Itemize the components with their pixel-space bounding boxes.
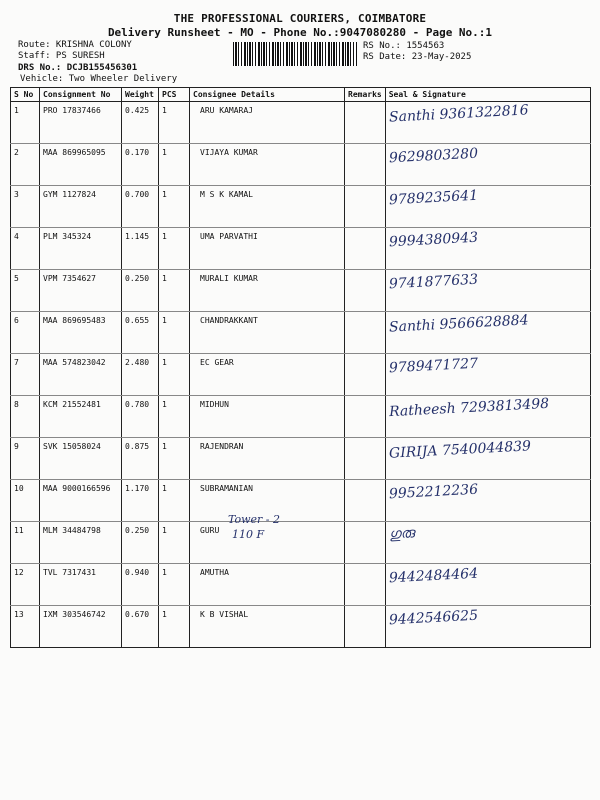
signature-cell [385, 564, 590, 606]
sno-cell: 9 [11, 438, 40, 480]
remarks-cell [345, 522, 386, 564]
sno-cell: 3 [11, 186, 40, 228]
consignee-cell: AMUTHA [190, 564, 345, 606]
handwritten-signature: 9442484464 [388, 565, 479, 587]
table-header-row [11, 88, 591, 102]
note-line-1: Tower - 2 [228, 513, 280, 526]
sno-cell: 1 [11, 102, 40, 144]
col-signature: Seal & Signature [385, 88, 590, 102]
pcs-cell: 1 [159, 228, 190, 270]
remarks-cell [345, 270, 386, 312]
weight-cell: 0.780 [122, 396, 159, 438]
signature-cell [385, 606, 590, 648]
sno-cell: 8 [11, 396, 40, 438]
pcs-cell: 1 [159, 606, 190, 648]
runsheet-subtitle: Delivery Runsheet - MO - Phone No.:9047080280 - Page No.:1 [107, 26, 493, 39]
weight-cell: 0.250 [122, 522, 159, 564]
pcs-cell: 1 [159, 186, 190, 228]
barcode [233, 42, 357, 66]
consignee-cell: MURALI KUMAR [190, 270, 345, 312]
weight-cell: 0.700 [122, 186, 159, 228]
sno-cell: 11 [11, 522, 40, 564]
consignee-cell: SUBRAMANIAN [190, 480, 345, 522]
col-consignee: Consignee Details [190, 88, 345, 102]
signature-cell [385, 438, 590, 480]
col-consignment: Consignment No [40, 88, 122, 102]
drs-number: DRS No.: DCJB155456301 [18, 63, 138, 73]
remarks-cell [345, 312, 386, 354]
consignment-cell: VPM 7354627 [40, 270, 122, 312]
table-row [11, 438, 591, 480]
consignment-cell: MAA 869695483 [40, 312, 122, 354]
consignee-cell: K B VISHAL [190, 606, 345, 648]
handwritten-signature: 9952212236 [388, 481, 479, 503]
signature-cell [385, 228, 590, 270]
consignment-cell: KCM 21552481 [40, 396, 122, 438]
remarks-cell [345, 144, 386, 186]
handwritten-signature: 9741877633 [388, 271, 479, 293]
sno-cell: 13 [11, 606, 40, 648]
weight-cell: 0.425 [122, 102, 159, 144]
weight-cell: 0.670 [122, 606, 159, 648]
remarks-cell [345, 396, 386, 438]
consignee-cell: RAJENDRAN [190, 438, 345, 480]
consignment-cell: MAA 574823042 [40, 354, 122, 396]
table-row [11, 312, 591, 354]
consignment-cell: SVK 15058024 [40, 438, 122, 480]
signature-cell [385, 354, 590, 396]
consignment-cell: MLM 34484798 [40, 522, 122, 564]
consignee-cell: VIJAYA KUMAR [190, 144, 345, 186]
consignee-cell: ARU KAMARAJ [190, 102, 345, 144]
signature-cell [385, 102, 590, 144]
handwritten-signature: 9994380943 [388, 229, 479, 251]
signature-cell [385, 522, 590, 564]
handwritten-signature: 9789471727 [388, 355, 479, 377]
handwritten-signature: 9629803280 [388, 145, 479, 167]
remarks-cell [345, 480, 386, 522]
remarks-cell [345, 564, 386, 606]
route-label: Route: KRISHNA COLONY [18, 40, 132, 50]
weight-cell: 0.170 [122, 144, 159, 186]
handwritten-signature: Santhi 9566628884 [388, 312, 529, 336]
sno-cell: 2 [11, 144, 40, 186]
company-title: THE PROFESSIONAL COURIERS, COIMBATORE [173, 12, 427, 25]
consignee-cell: CHANDRAKKANT [190, 312, 345, 354]
sno-cell: 6 [11, 312, 40, 354]
col-sno: S No [11, 88, 40, 102]
weight-cell: 0.250 [122, 270, 159, 312]
vehicle-label: Vehicle: Two Wheeler Delivery [20, 74, 178, 84]
note-line-2: 110 F [232, 528, 265, 541]
runsheet-table [10, 87, 591, 648]
staff-label: Staff: PS SURESH [18, 51, 105, 61]
pcs-cell: 1 [159, 312, 190, 354]
remarks-cell [345, 228, 386, 270]
table-row [11, 396, 591, 438]
handwritten-signature: GIRIJA 7540044839 [388, 438, 532, 462]
consignment-cell: PRO 17837466 [40, 102, 122, 144]
consignment-cell: GYM 1127824 [40, 186, 122, 228]
pcs-cell: 1 [159, 564, 190, 606]
handwritten-signature: 9442546625 [388, 607, 479, 629]
handwritten-signature: 9789235641 [388, 187, 479, 209]
handwritten-signature: Ratheesh 7293813498 [388, 395, 550, 421]
consignment-cell: IXM 303546742 [40, 606, 122, 648]
sno-cell: 7 [11, 354, 40, 396]
pcs-cell: 1 [159, 438, 190, 480]
consignee-cell: MIDHUN [190, 396, 345, 438]
pcs-cell: 1 [159, 102, 190, 144]
signature-cell [385, 186, 590, 228]
col-weight: Weight [122, 88, 159, 102]
remarks-cell [345, 186, 386, 228]
weight-cell: 1.170 [122, 480, 159, 522]
table-row [11, 270, 591, 312]
consignment-cell: TVL 7317431 [40, 564, 122, 606]
sno-cell: 5 [11, 270, 40, 312]
rs-date: RS Date: 23-May-2025 [363, 52, 472, 62]
col-remarks: Remarks [345, 88, 386, 102]
table-row [11, 354, 591, 396]
weight-cell: 1.145 [122, 228, 159, 270]
handwritten-signature: ഗുരു [388, 525, 415, 543]
pcs-cell: 1 [159, 396, 190, 438]
consignee-cell: EC GEAR [190, 354, 345, 396]
signature-cell [385, 270, 590, 312]
pcs-cell: 1 [159, 522, 190, 564]
table-row [11, 186, 591, 228]
signature-cell [385, 144, 590, 186]
sno-cell: 12 [11, 564, 40, 606]
col-pcs: PCS [159, 88, 190, 102]
signature-cell [385, 480, 590, 522]
table-row [11, 480, 591, 522]
sno-cell: 10 [11, 480, 40, 522]
remarks-cell [345, 438, 386, 480]
consignment-cell: MAA 869965095 [40, 144, 122, 186]
handwritten-note [228, 512, 280, 542]
remarks-cell [345, 354, 386, 396]
pcs-cell: 1 [159, 480, 190, 522]
weight-cell: 0.940 [122, 564, 159, 606]
table-row [11, 606, 591, 648]
consignment-cell: MAA 9000166596 [40, 480, 122, 522]
weight-cell: 2.480 [122, 354, 159, 396]
remarks-cell [345, 606, 386, 648]
consignee-cell: M S K KAMAL [190, 186, 345, 228]
signature-cell [385, 396, 590, 438]
pcs-cell: 1 [159, 354, 190, 396]
remarks-cell [345, 102, 386, 144]
consignment-cell: PLM 345324 [40, 228, 122, 270]
pcs-cell: 1 [159, 144, 190, 186]
consignee-cell: UMA PARVATHI [190, 228, 345, 270]
sno-cell: 4 [11, 228, 40, 270]
weight-cell: 0.875 [122, 438, 159, 480]
table-row [11, 564, 591, 606]
rs-number: RS No.: 1554563 [363, 41, 445, 51]
table-row [11, 522, 591, 564]
signature-cell [385, 312, 590, 354]
consignee-cell: GURU [190, 522, 345, 564]
table-row [11, 144, 591, 186]
table-row [11, 228, 591, 270]
pcs-cell: 1 [159, 270, 190, 312]
table-row [11, 102, 591, 144]
handwritten-signature: Santhi 9361322816 [388, 102, 529, 126]
weight-cell: 0.655 [122, 312, 159, 354]
